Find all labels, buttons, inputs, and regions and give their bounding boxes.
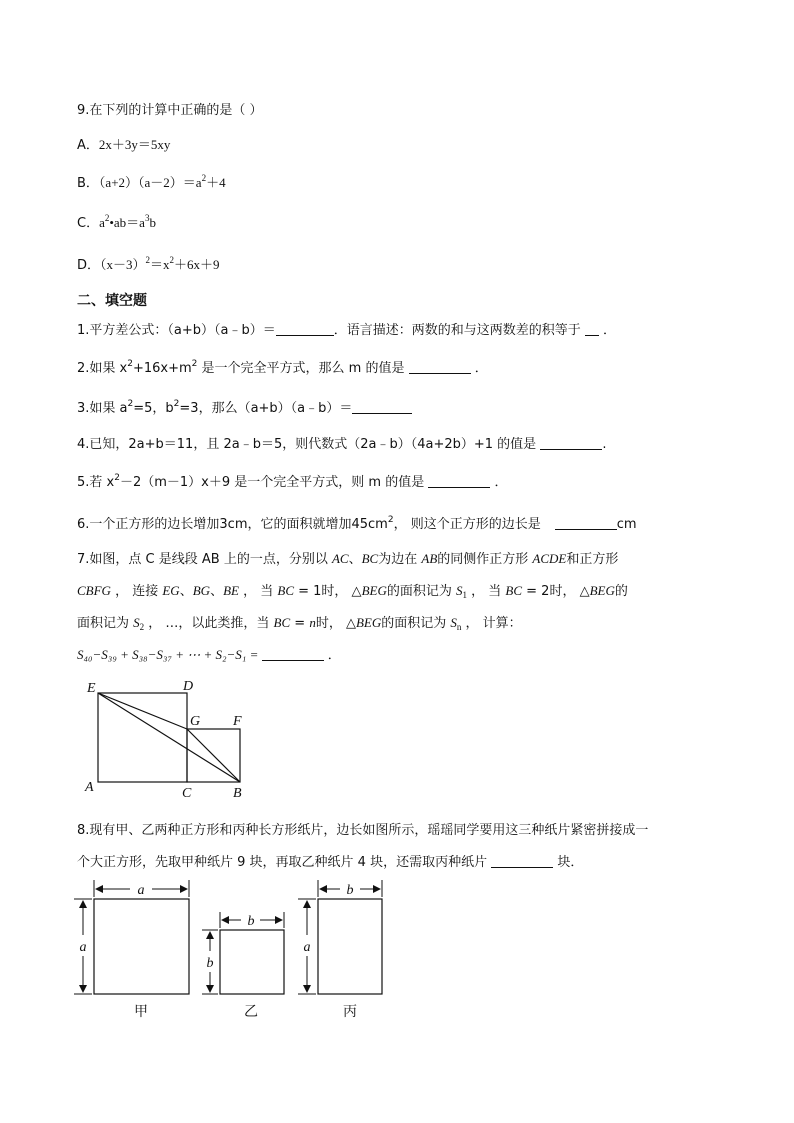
math-var: S bbox=[450, 615, 457, 630]
question-text: 的面积记为 bbox=[386, 584, 456, 599]
superscript: 2 bbox=[127, 359, 133, 369]
question-text: 3.如果 a bbox=[77, 401, 128, 416]
label-g: G bbox=[190, 714, 201, 729]
question-text: 的同侧作正方形 bbox=[437, 552, 533, 567]
option-text: 2x＋3y＝5xy bbox=[98, 137, 171, 152]
math-var: BG bbox=[192, 583, 211, 598]
math-var: EG bbox=[162, 583, 180, 598]
figure-paper-pieces bbox=[70, 876, 400, 1026]
fill-question-7-line-3 bbox=[77, 614, 522, 633]
question-end: 块． bbox=[557, 855, 584, 870]
superscript: 2 bbox=[173, 399, 180, 409]
question-text: 、 bbox=[210, 584, 224, 599]
option-text-post: b bbox=[149, 215, 156, 230]
question-text: 5.若 x bbox=[77, 475, 115, 490]
question-text-mid: =5，b bbox=[133, 401, 174, 416]
fill-question-8-line-1: 8.现有甲、乙两种正方形和丙种长方形纸片，边长如图所示，瑶瑶同学要用这三种纸片紧密拼接成一 bbox=[77, 823, 649, 838]
fill-question-7-line-4 bbox=[77, 646, 341, 665]
subscript: 1 bbox=[462, 590, 467, 600]
answer-blank[interactable] bbox=[555, 516, 617, 530]
superscript: 2 bbox=[387, 515, 394, 525]
option-text-mid: ＝x bbox=[150, 257, 170, 272]
math-var: AC bbox=[331, 551, 349, 566]
fill-question-2 bbox=[77, 360, 488, 378]
yi-side-label: b bbox=[206, 956, 214, 971]
question-text: ， 当 bbox=[466, 584, 506, 599]
label-b: B bbox=[233, 786, 242, 801]
question-text: 2.如果 x bbox=[77, 361, 128, 376]
option-prefix: A． bbox=[77, 138, 99, 153]
question-text: 时， △ bbox=[315, 616, 356, 631]
superscript: 2 bbox=[114, 473, 120, 483]
subscript: 2 bbox=[139, 622, 145, 632]
superscript: 2 bbox=[145, 255, 151, 265]
question-text: 1.平方差公式：（a+b）（a﹣b）＝ bbox=[77, 323, 276, 338]
math-var: AB bbox=[421, 551, 438, 566]
answer-blank[interactable] bbox=[428, 474, 490, 488]
piece-bing bbox=[298, 880, 382, 994]
option-prefix: C． bbox=[77, 216, 100, 231]
question-text: 个大正方形，先取甲种纸片 9 块，再取乙种纸片 4 块，还需取丙种纸片 bbox=[77, 855, 488, 870]
math-var: S bbox=[455, 583, 463, 598]
option-text-post: ＋6x＋9 bbox=[174, 257, 220, 272]
math-var: BEG bbox=[361, 583, 387, 598]
question-text: 面积记为 bbox=[77, 616, 134, 631]
option-text-mid: •ab＝a bbox=[109, 215, 145, 230]
square-acde bbox=[98, 693, 187, 782]
math-var: BEG bbox=[355, 615, 382, 630]
question-text: ， 当 bbox=[238, 584, 278, 599]
question-text: 7.如图，点 C 是线段 AB 上的一点，分别以 bbox=[77, 552, 332, 567]
math-var: CBFG bbox=[77, 583, 111, 598]
question-text: ， 连接 bbox=[110, 584, 163, 599]
question-text: 4.已知，2a+b＝11，且 2a﹣b＝5，则代数式（2a﹣b）（4a+2b）+1 的值是 bbox=[77, 437, 537, 452]
math-var: S bbox=[133, 615, 140, 630]
question-end: ． bbox=[327, 648, 341, 663]
question-text: = 1时， △ bbox=[294, 584, 362, 599]
question-text: 和正方形 bbox=[566, 552, 619, 567]
math-var: BEG bbox=[589, 583, 615, 598]
question-text: = bbox=[290, 616, 310, 631]
label-f: F bbox=[233, 714, 242, 729]
q9-option-c[interactable] bbox=[77, 214, 156, 233]
label-d: D bbox=[183, 679, 194, 694]
jia-top-label: a bbox=[137, 883, 145, 898]
question-text: 6.一个正方形的边长增加3cm，它的面积就增加45cm bbox=[77, 517, 388, 532]
label-a: A bbox=[85, 780, 94, 795]
option-text-post: ＋4 bbox=[206, 175, 226, 190]
subscript: n bbox=[456, 622, 462, 632]
fill-question-6 bbox=[77, 516, 637, 534]
math-var: BC bbox=[361, 551, 379, 566]
question-text: ， 计算： bbox=[461, 616, 522, 631]
question-end: ． bbox=[474, 361, 488, 376]
unit: cm bbox=[616, 517, 637, 532]
superscript: 3 bbox=[144, 213, 150, 223]
answer-blank[interactable] bbox=[262, 647, 324, 661]
option-text: a bbox=[99, 215, 105, 230]
segment-eg bbox=[98, 693, 187, 729]
answer-blank[interactable] bbox=[585, 322, 599, 336]
bing-top-label: b bbox=[346, 883, 354, 898]
q9-option-b[interactable] bbox=[77, 174, 226, 193]
fill-question-4 bbox=[77, 436, 606, 454]
question-text: 、 bbox=[179, 584, 193, 599]
question-text-mid: ．语言描述：两数的和与这两数差的积等于 bbox=[333, 323, 581, 338]
question-end: ． bbox=[603, 323, 617, 338]
option-prefix: B． bbox=[77, 176, 99, 191]
superscript: 2 bbox=[201, 173, 207, 183]
question-text: 的 bbox=[614, 584, 628, 599]
piece-yi bbox=[202, 912, 284, 994]
label-e: E bbox=[87, 681, 96, 696]
question-text-mid: +16x+m bbox=[132, 361, 192, 376]
math-var: BC bbox=[505, 583, 523, 598]
jia-name: 甲 bbox=[134, 1005, 148, 1020]
fill-question-7-line-2 bbox=[77, 582, 628, 601]
superscript: 2 bbox=[127, 399, 134, 409]
math-expression: S₄₀−S₃₉ + S₃₈−S₃₇ + ⋯ + S₂−S₁ = bbox=[77, 647, 262, 662]
q9-stem: 9.在下列的计算中正确的是（ ） bbox=[77, 103, 263, 118]
answer-blank[interactable] bbox=[276, 322, 334, 336]
math-var: BE bbox=[223, 583, 239, 598]
question-text: 为边在 bbox=[378, 552, 422, 567]
option-prefix: D． bbox=[77, 258, 101, 273]
answer-blank[interactable] bbox=[491, 854, 553, 868]
answer-blank[interactable] bbox=[352, 400, 412, 414]
question-text: 的面积记为 bbox=[381, 616, 451, 631]
math-var: BC bbox=[273, 615, 291, 630]
question-text-mid: ， 则这个正方形的边长是 bbox=[393, 517, 541, 532]
segment-be bbox=[98, 693, 240, 782]
superscript: 2 bbox=[169, 255, 175, 265]
q9-option-d[interactable] bbox=[77, 256, 220, 275]
fill-question-5 bbox=[77, 474, 508, 492]
question-text-mid: －2（m－1）x＋9 是一个完全平方式，则 m 的值是 bbox=[119, 475, 425, 490]
jia-side-label: a bbox=[79, 940, 87, 955]
bing-name: 丙 bbox=[343, 1005, 357, 1020]
segment-bg bbox=[187, 729, 240, 782]
fill-question-7-line-1 bbox=[77, 550, 618, 569]
question-text-post: 是一个完全平方式，那么 m 的值是 bbox=[201, 361, 405, 376]
question-text-post: =3，那么（a+b）（a﹣b）＝ bbox=[179, 401, 353, 416]
fill-question-1 bbox=[77, 322, 616, 340]
question-end: ． bbox=[494, 475, 508, 490]
piece-jia bbox=[74, 880, 189, 994]
section-title: 二、填空题 bbox=[77, 293, 147, 309]
superscript: 2 bbox=[191, 359, 198, 369]
superscript: 2 bbox=[104, 213, 110, 223]
q9-option-a[interactable] bbox=[77, 136, 170, 155]
question-end: . bbox=[602, 437, 607, 452]
question-text: = 2时， △ bbox=[522, 584, 590, 599]
answer-blank[interactable] bbox=[540, 436, 602, 450]
question-text: ， …，以此类推，当 bbox=[144, 616, 274, 631]
math-var: BC bbox=[277, 583, 294, 598]
yi-name: 乙 bbox=[244, 1005, 258, 1020]
bing-side-label: a bbox=[303, 940, 311, 955]
math-var: ACDE bbox=[532, 551, 567, 566]
option-text: （a+2）（a－2）＝a bbox=[98, 175, 202, 190]
fill-question-3 bbox=[77, 400, 412, 418]
question-text: 、 bbox=[348, 552, 362, 567]
yi-top-label: b bbox=[247, 914, 255, 929]
label-c: C bbox=[182, 786, 192, 801]
option-text: （x－3） bbox=[100, 257, 146, 272]
math-var: n bbox=[309, 615, 316, 630]
fill-question-8-line-2 bbox=[77, 854, 583, 872]
figure-squares-triangle bbox=[80, 676, 260, 802]
answer-blank[interactable] bbox=[409, 360, 471, 374]
